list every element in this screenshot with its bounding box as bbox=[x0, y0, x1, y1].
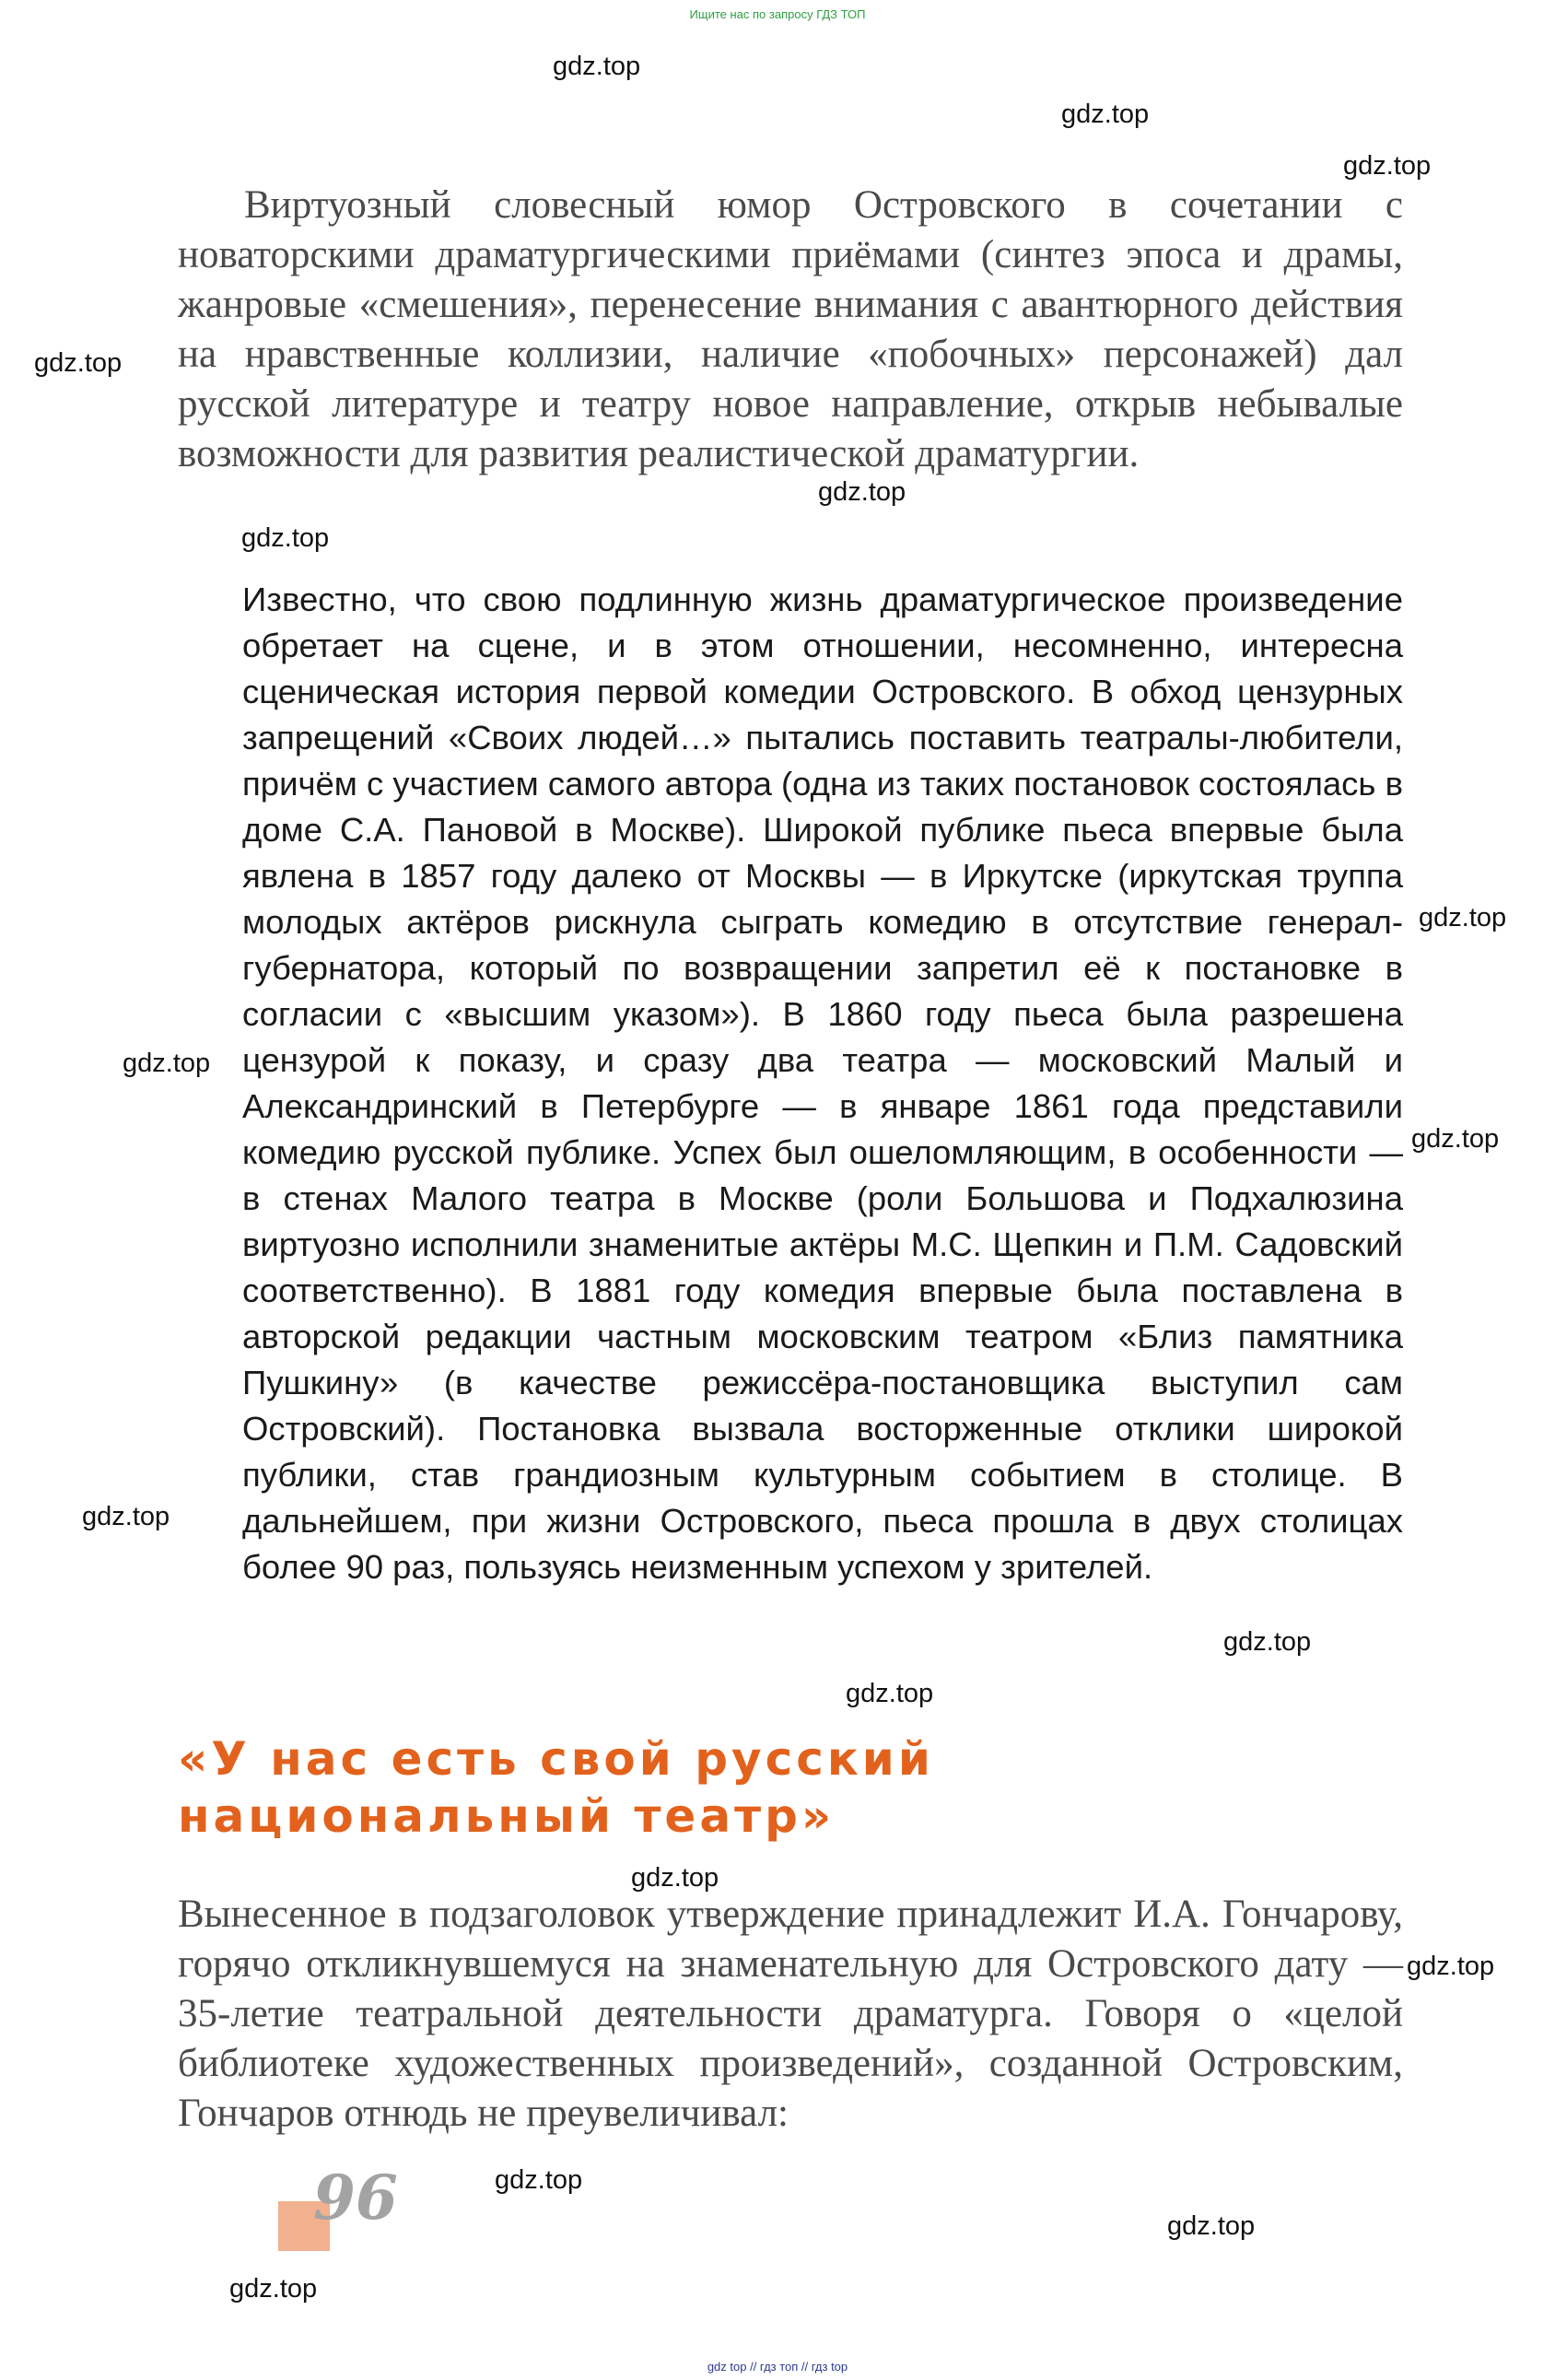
watermark: gdz.top bbox=[1223, 1627, 1312, 1657]
watermark: gdz.top bbox=[495, 2165, 583, 2195]
watermark: gdz.top bbox=[82, 1502, 170, 1531]
top-banner: Ищите нас по запросу ГДЗ ТОП bbox=[689, 7, 866, 21]
watermark: gdz.top bbox=[1419, 903, 1507, 932]
bottom-banner: gdz top // гдз топ // гдз top bbox=[707, 2360, 848, 2374]
watermark: gdz.top bbox=[1407, 1952, 1495, 1981]
watermark: gdz.top bbox=[1343, 151, 1432, 181]
watermark: gdz.top bbox=[241, 523, 330, 553]
watermark: gdz.top bbox=[229, 2274, 318, 2304]
watermark: gdz.top bbox=[1061, 100, 1150, 129]
stage-history-paragraph: Известно, что свою подлинную жизнь драматургическое произведение обретает на сцене, и в этом отношении, несомненно, интересна сценическая история первой комедии Островского. В обход цензурных запрещений «Своих людей…» пытались поставить театралы-любители, причём с участием самого автора (одна из таких постановок состоялась в доме С.А. Пановой в Москве). Широкой публике пьеса впервые была явлена в 1857 году далеко от Москвы — в Иркутске (иркутская труппа молодых актёров рискнула сыграть комедию в отсутствие генерал-губернатора, который по возвращении запретил её к постановке в согласии с «высшим указом»). В 1860 году пьеса была разрешена цензурой к показу, и сразу два театра — московский Малый и Александринский в Петербурге — в январе 1861 года представили комедию русской публике. Успех был ошеломляющим, в особенности — в стенах Малого театра в Москве (роли Большова и Подхалюзина виртуозно исполнили знаменитые актёры М.С. Щепкин и П.М. Садовский соответственно). В 1881 году комедия впервые была поставлена в авторской редакции частным московским театром «Близ памятника Пушкину» (в качестве режиссёра-постановщика выступил сам Островский). Постановка вызвала восторженные отклики широкой публики, став грандиозным культурным событием в столице. В дальнейшем, при жизни Островского, пьеса прошла в двух столицах более 90 раз, пользуясь неизменным успехом у зрителей. bbox=[242, 580, 1403, 1586]
watermark: gdz.top bbox=[846, 1679, 934, 1708]
watermark: gdz.top bbox=[818, 477, 906, 507]
goncharov-paragraph: Вынесенное в подзаголовок утверждение принадлежит И.А. Гончарову, горячо откликнувшемуся на знаменательную для Островского дату — 35-летие театральной деятельности драматурга. Говоря о «целой библиотеке художественных произведений», созданной Островским, Гончаров отнюдь не преувеличивал: bbox=[178, 1893, 1403, 2135]
section-heading bbox=[178, 1730, 1099, 1845]
watermark: gdz.top bbox=[34, 348, 123, 378]
watermark: gdz.top bbox=[631, 1863, 719, 1893]
page-number: 96 bbox=[313, 2162, 398, 2233]
watermark: gdz.top bbox=[1167, 2211, 1256, 2241]
watermark: gdz.top bbox=[553, 52, 641, 81]
intro-paragraph: Виртуозный словесный юмор Островского в сочетании с новаторскими драматургическими приёмами (синтез эпоса и драмы, жанровые «смешения», перенесение внимания с авантюрного действия на нравственные коллизии, наличие «побочных» персонажей) дал русской литературе и театру новое направление, открыв небывалые возможности для развития реалистической драматургии. bbox=[178, 183, 1403, 475]
watermark: gdz.top bbox=[123, 1049, 211, 1078]
section-heading-line-2: национальный театр» bbox=[178, 1789, 836, 1843]
watermark: gdz.top bbox=[1411, 1124, 1500, 1154]
section-heading-line-1: «У нас есть свой русский bbox=[178, 1732, 934, 1786]
